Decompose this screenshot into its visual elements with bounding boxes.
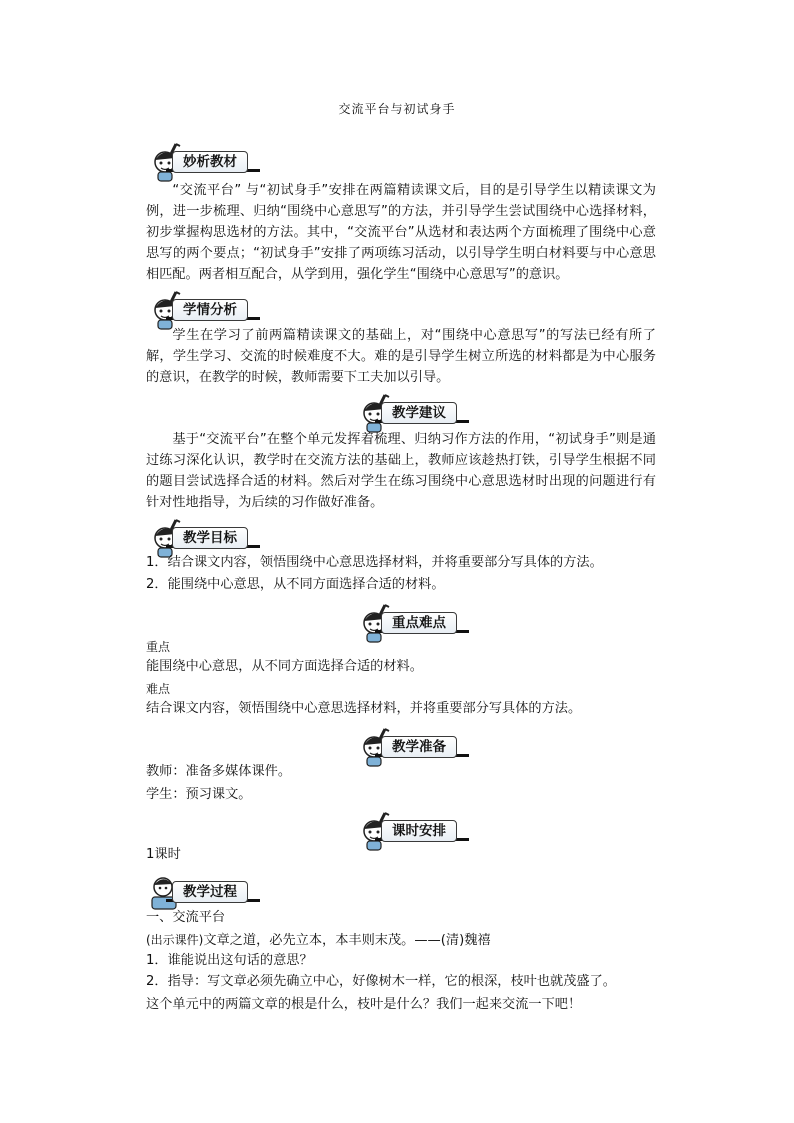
- section-heading-label: 学情分析: [172, 299, 248, 321]
- section-heading-label: 教学过程: [172, 881, 248, 903]
- students-paragraph: 学生在学习了前两篇精读课文的基础上，对“围绕中心意思写”的写法已经有所了解，学生学习、交流的时候难度不大。难的是引导学生树立所选的材料都是为中心服务的意识，在教学的时候，教师需要下工夫加以引导。: [146, 328, 656, 385]
- advice-paragraph: 基于“交流平台”在整个单元发挥着梳理、归纳习作方法的作用，“初试身手”则是通过练习深化认识，教学时在交流方法的基础上，教师应该趁热打铁，引导学生根据不同的题目尝试选择合适的材料。然后对学生在练习围绕中心意思选材时出现的问题进行有针对性地指导，为后续的习作做好准备。: [146, 432, 656, 510]
- section-heading-label: 妙析教材: [172, 151, 248, 173]
- quote-line: [146, 930, 491, 951]
- goal-item: 1．结合课文内容，领悟围绕中心意思选择材料，并将重要部分写具体的方法。: [146, 555, 603, 570]
- section-heading-advice: [355, 393, 475, 423]
- section-heading-label: 重点难点: [381, 612, 457, 634]
- student-preparation: 学生：预习课文。: [146, 787, 252, 802]
- process-guidance: 2．指导：写文章必须先确立中心，好像树木一样，它的根深，枝叶也就茂盛了。: [146, 974, 616, 989]
- process-section-heading: 一、交流平台: [146, 910, 226, 925]
- section-heading-process: [146, 872, 266, 902]
- section-heading-label: 教学目标: [172, 527, 248, 549]
- focus-text: 能围绕中心意思，从不同方面选择合适的材料。: [146, 659, 423, 674]
- focus-label: 重点: [146, 640, 171, 654]
- section-heading-schedule: [355, 811, 475, 841]
- section-heading-students: [146, 290, 266, 320]
- section-heading-key-points: [355, 603, 475, 633]
- goal-item: 2．能围绕中心意思，从不同方面选择合适的材料。: [146, 577, 445, 592]
- process-question: 1．谁能说出这句话的意思？: [146, 953, 313, 968]
- analysis-paragraph: “交流平台” 与“初试身手”安排在两篇精读课文后，目的是引导学生以精读课文为例，进一步梳理、归纳“围绕中心意思写”的方法，并引导学生尝试围绕中心选择材料，初步掌握构思选材的方法。其中，“交流平台”从选材和表达两个方面梳理了围绕中心意思写的两个要点；“初试身手”安排了两项练习活动，以引导学生明白材料要与中心意思相匹配。两者相互配合，从学到用，强化学生“围绕中心意思写”的意识。: [146, 183, 656, 282]
- section-heading-label: 教学准备: [381, 736, 457, 758]
- teacher-preparation: 教师：准备多媒体课件。: [146, 764, 292, 779]
- difficulty-label: 难点: [146, 682, 171, 696]
- section-heading-label: 教学建议: [381, 402, 457, 424]
- page-title: 交流平台与初试身手: [338, 102, 456, 116]
- section-heading-goals: [146, 518, 266, 548]
- section-heading-preparation: [355, 727, 475, 757]
- section-heading-label: 课时安排: [381, 820, 457, 842]
- schedule-text: 1课时: [146, 847, 181, 862]
- section-heading-analysis: [146, 142, 266, 172]
- quote-text: 文章之道，必先立本，本丰则末茂。——(清)魏禧: [203, 933, 491, 948]
- difficulty-text: 结合课文内容，领悟围绕中心意思选择材料，并将重要部分写具体的方法。: [146, 701, 582, 716]
- courseware-tag: (出示课件): [146, 933, 204, 947]
- process-prompt: 这个单元中的两篇文章的根是什么，枝叶是什么？我们一起来交流一下吧！: [146, 997, 582, 1012]
